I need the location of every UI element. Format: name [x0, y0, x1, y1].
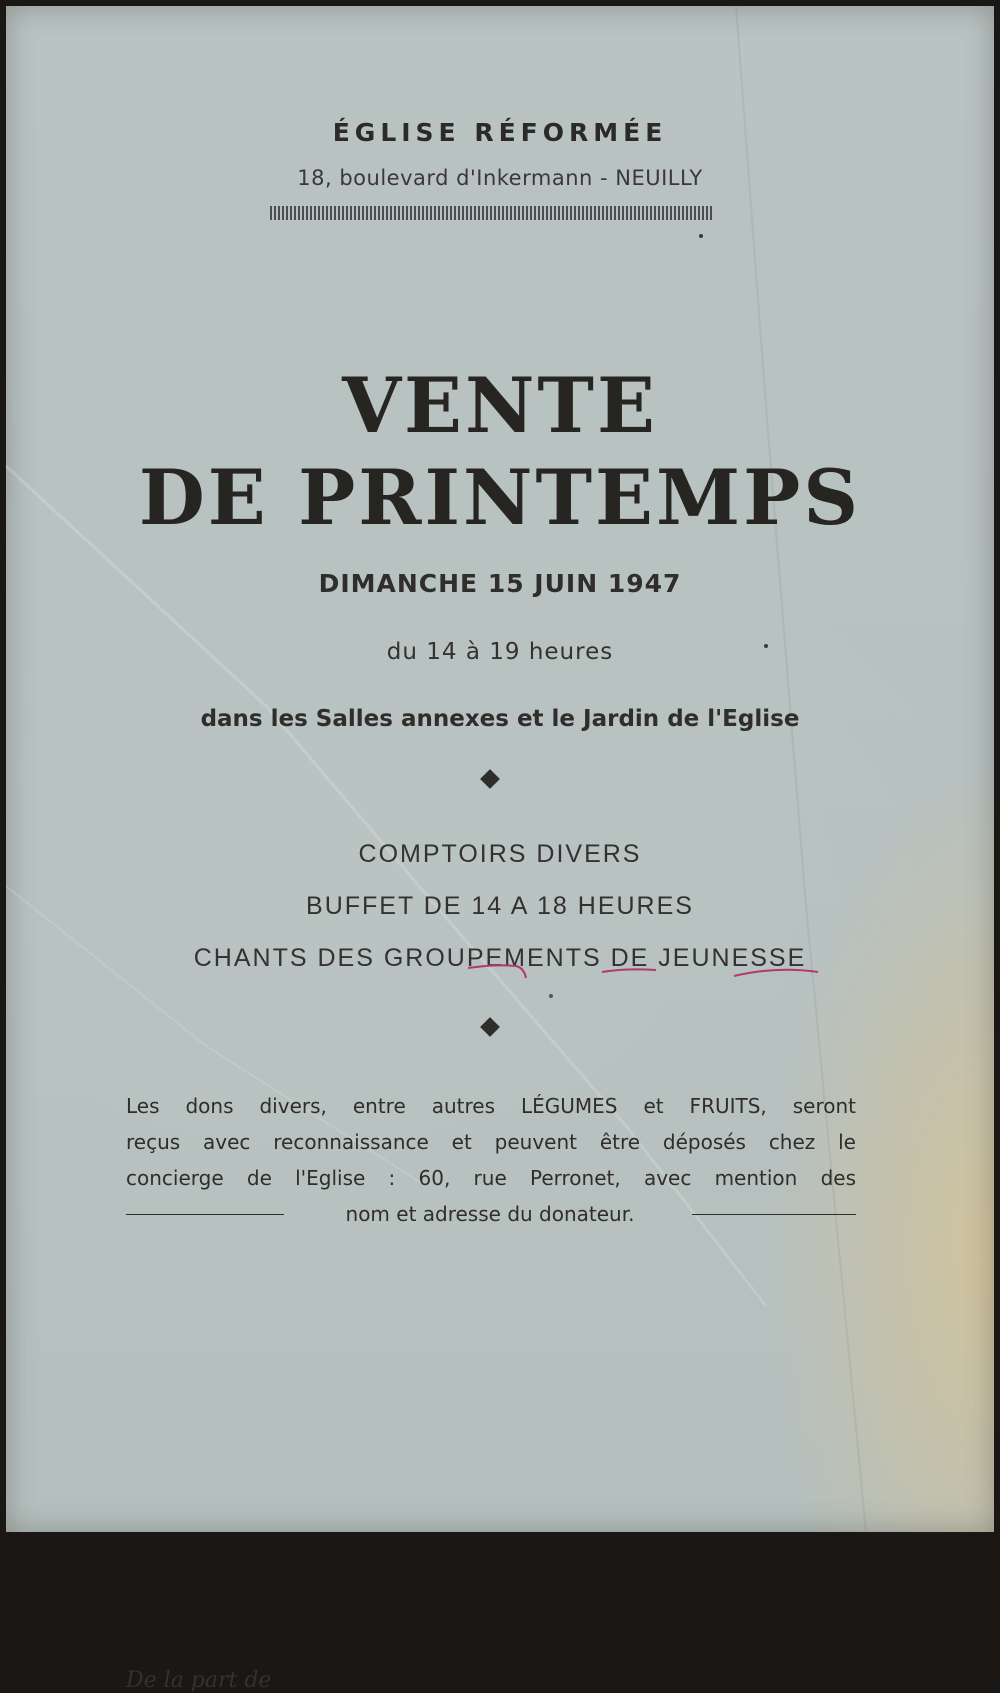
- decorative-rule: [270, 206, 712, 220]
- pencil-underline-marks: [6, 6, 994, 1532]
- event-location: dans les Salles annexes et le Jardin de l'Eglise: [200, 706, 800, 732]
- organization-address: 18, boulevard d'Inkermann - NEUILLY: [297, 166, 703, 190]
- donation-closing-line: [126, 1196, 856, 1232]
- title-line-2: DE PRINTEMPS: [138, 453, 862, 542]
- program-item-comptoirs: COMPTOIRS DIVERS: [358, 840, 642, 868]
- event-hours: du 14 à 19 heures: [386, 639, 614, 665]
- donation-line-3: concierge de l'Eglise : 60, rue Perronet, avec mention des: [126, 1166, 856, 1190]
- title-line-1: VENTE: [342, 361, 658, 450]
- program-item-chants: CHANTS DES GROUPEMENTS DE JEUNESSE: [193, 944, 807, 972]
- diamond-ornament-icon: [480, 769, 500, 789]
- dash-rule-left: [126, 1214, 284, 1215]
- donation-paragraph: [126, 1088, 856, 1196]
- donation-line-4: nom et adresse du donateur.: [345, 1202, 635, 1226]
- dash-rule-right: [692, 1214, 856, 1215]
- program-item-buffet: BUFFET DE 14 A 18 HEURES: [306, 892, 694, 920]
- organization-name: ÉGLISE RÉFORMÉE: [332, 118, 668, 147]
- diamond-ornament-icon: [480, 1017, 500, 1037]
- from-label: De la part de: [126, 1668, 272, 1693]
- flyer-sheet: [6, 6, 994, 1693]
- event-date: DIMANCHE 15 JUIN 1947: [318, 569, 682, 598]
- donation-line-2: reçus avec reconnaissance et peuvent être déposés chez le: [126, 1130, 856, 1154]
- donation-line-1: Les dons divers, entre autres LÉGUMES et FRUITS, seront: [126, 1094, 856, 1118]
- paper-crease-decoration: [6, 6, 994, 1532]
